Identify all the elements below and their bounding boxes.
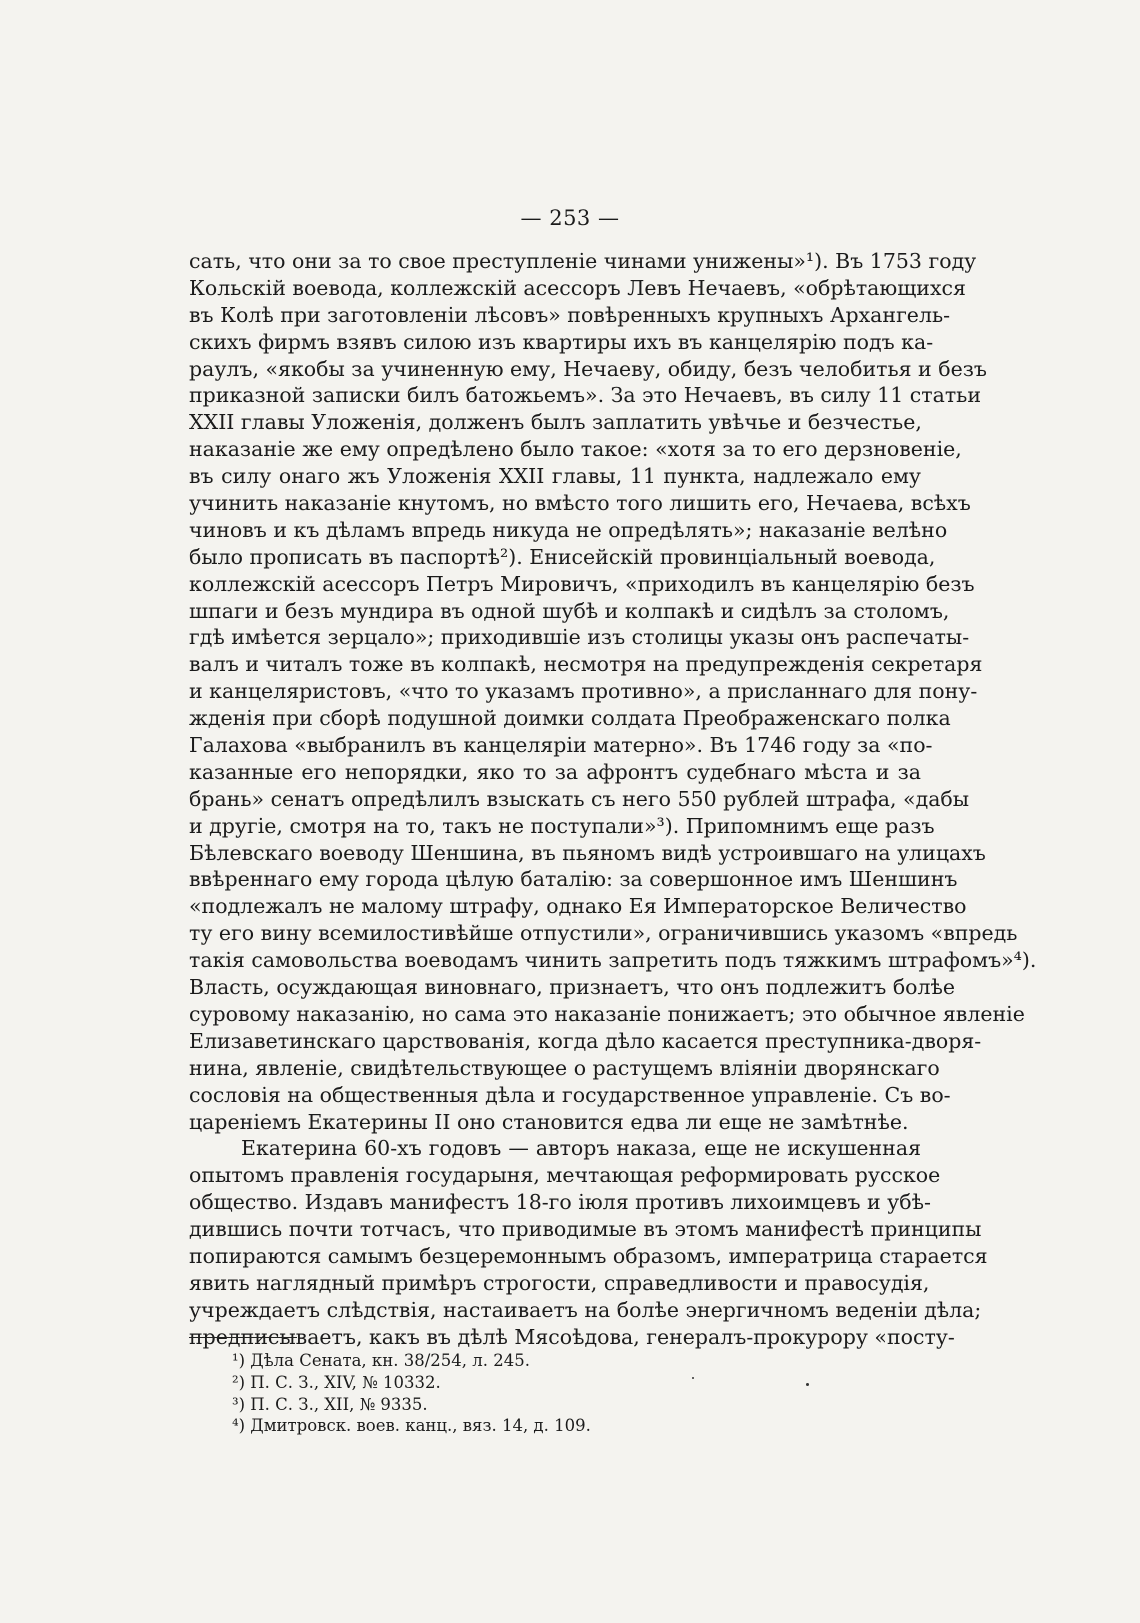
text-line: Власть, осуждающая виновнаго, признаетъ, что онъ подлежитъ болѣе xyxy=(189,975,956,1000)
footnote-divider xyxy=(189,1337,297,1338)
text-line: въ Колѣ при заготовленіи лѣсовъ» повѣренныхъ крупныхъ Архангель- xyxy=(189,302,951,327)
text-line: чиновъ и къ дѣламъ впредь никуда не опредѣлять»; наказаніе велѣно xyxy=(189,517,948,542)
text-line: шпаги и безъ мундира въ одной шубѣ и колпакѣ и сидѣлъ за столомъ, xyxy=(189,598,950,623)
text-line: валъ и читалъ тоже въ колпакѣ, несмотря на предупрежденія секретаря xyxy=(189,652,983,677)
footnote: ³) П. С. З., XII, № 9335. xyxy=(232,1394,428,1414)
text-line: предписываетъ, какъ въ дѣлѣ Мясоѣдова, генералъ-прокурору «посту- xyxy=(189,1324,955,1349)
text-line: наказаніе же ему опредѣлено было такое: «хотя за то его дерзновеніе, xyxy=(189,437,962,462)
text-line: сословія на общественныя дѣла и государственное управленіе. Съ во- xyxy=(189,1082,951,1107)
paragraph-start-line: Екатерина 60-хъ годовъ — авторъ наказа, еще не искушенная xyxy=(241,1136,921,1161)
text-line: XXII главы Уложенія, долженъ былъ заплатить увѣчье и безчестье, xyxy=(189,410,922,435)
body-text xyxy=(189,248,1037,1351)
paragraph-end-line: цареніемъ Екатерины II оно становится едва ли еще не замѣтнѣе. xyxy=(189,1109,909,1134)
text-line: было прописать въ паспортѣ²). Енисейскій провинціальный воевода, xyxy=(189,544,936,569)
text-line: коллежскій асессоръ Петръ Мировичъ, «приходилъ въ канцелярію безъ xyxy=(189,571,975,596)
text-line: общество. Издавъ манифестъ 18-го іюля противъ лихоимцевъ и убѣ- xyxy=(189,1190,931,1215)
text-line: опытомъ правленія государыня, мечтающая реформировать русское xyxy=(189,1163,941,1188)
text-line: брань» сенатъ опредѣлилъ взыскать съ него 550 рублей штрафа, «дабы xyxy=(189,786,970,811)
text-line: Бѣлевскаго воеводу Шеншина, въ пьяномъ видѣ устроившаго на улицахъ xyxy=(189,840,986,865)
text-line: явить наглядный примѣръ строгости, справедливости и правосудія, xyxy=(189,1270,930,1295)
text-line: учинить наказаніе кнутомъ, но вмѣсто того лишить его, Нечаева, всѣхъ xyxy=(189,491,971,516)
text-line: Галахова «выбранилъ въ канцеляріи матерно». Въ 1746 году за «по- xyxy=(189,733,933,758)
text-line: приказной записки билъ батожьемъ». За это Нечаевъ, въ силу 11 статьи xyxy=(189,383,981,408)
text-line: гдѣ имѣется зерцало»; приходившіе изъ столицы указы онъ распечаты- xyxy=(189,625,970,650)
text-line: и канцеляристовъ, «что то указамъ противно», а присланнаго для пону- xyxy=(189,679,978,704)
text-line: суровому наказанію, но сама это наказаніе понижаетъ; это обычное явленіе xyxy=(189,1001,1025,1026)
text-line: «подлежалъ не малому штрафу, однако Ея Императорское Величество xyxy=(189,894,967,919)
text-line: такія самовольства воеводамъ чинить запретить подъ тяжкимъ штрафомъ»⁴). xyxy=(189,948,1037,973)
text-line: ввѣреннаго ему города цѣлую баталію: за совершонное имъ Шеншинъ xyxy=(189,867,958,892)
text-line: скихъ фирмъ взявъ силою изъ квартиры ихъ въ канцелярію подъ ка- xyxy=(189,329,934,354)
text-line: въ силу онаго жъ Уложенія XXII главы, 11 пункта, надлежало ему xyxy=(189,464,921,489)
footnote: ²) П. С. З., XIV, № 10332. xyxy=(232,1372,441,1392)
footnote: ¹) Дѣла Сената, кн. 38/254, л. 245. xyxy=(232,1351,530,1370)
text-line: сать, что они за то свое преступленіе чинами унижены»¹). Въ 1753 году xyxy=(189,249,977,273)
text-line: нина, явленіе, свидѣтельствующее о растущемъ вліяніи дворянскаго xyxy=(189,1055,940,1080)
text-line: Кольскій воевода, коллежскій асессоръ Левъ Нечаевъ, «обрѣтающихся xyxy=(189,275,966,300)
footnotes xyxy=(232,1350,832,1437)
text-line: жденія при сборѣ подушной доимки солдата Преображенскаго полка xyxy=(189,706,951,731)
scan-speck xyxy=(806,1383,809,1386)
page-number: — 253 — xyxy=(520,206,620,230)
text-line: попираются самымъ безцеремоннымъ образомъ, императрица старается xyxy=(189,1243,988,1268)
text-line: учреждаетъ слѣдствія, настаиваетъ на болѣе энергичномъ веденіи дѣла; xyxy=(189,1297,982,1322)
text-line: казанные его непорядки, яко то за афронтъ судебнаго мѣста и за xyxy=(189,759,921,784)
text-line: раулъ, «якобы за учиненную ему, Нечаеву, обиду, безъ челобитья и безъ xyxy=(189,356,987,381)
scan-speck xyxy=(692,1377,694,1379)
text-line: и другіе, смотря на то, такъ не поступали»³). Припомнимъ еще разъ xyxy=(189,813,935,838)
text-line: дившись почти тотчасъ, что приводимые въ этомъ манифестѣ принципы xyxy=(189,1217,982,1242)
footnote: ⁴) Дмитровск. воев. канц., вяз. 14, д. 109. xyxy=(232,1416,591,1436)
text-line: Елизаветинскаго царствованія, когда дѣло касается преступника-дворя- xyxy=(189,1028,982,1053)
text-line: ту его вину всемилостивѣйше отпустили», ограничившись указомъ «впредь xyxy=(189,921,1018,946)
